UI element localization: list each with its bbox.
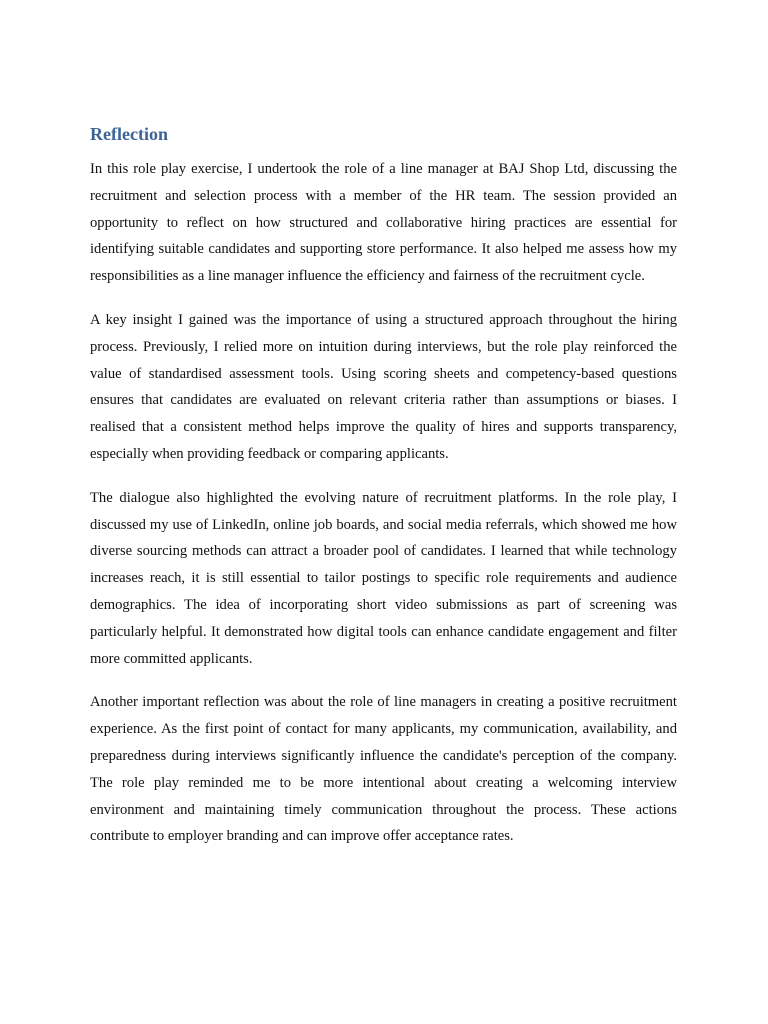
paragraph-3: The dialogue also highlighted the evolving nature of recruitment platforms. In the role play, I discussed my use of LinkedIn, online job boards, and social media referrals, which showed me how diverse sourcing methods can attract a broader pool of candidates. I learned that while technology increases reach, it is still essential to tailor postings to specific role requirements and audience demographics. The idea of incorporating short video submissions as part of screening was particularly helpful. It demonstrated how digital tools can enhance candidate engagement and filter more committed applicants.: [90, 489, 677, 667]
document-body: [90, 122, 677, 867]
paragraph-1: In this role play exercise, I undertook the role of a line manager at BAJ Shop Ltd, discussing the recruitment and selection process with a member of the HR team. The session provided an opportunity to reflect on how structured and collaborative hiring practices are essential for identifying suitable candidates and supporting store performance. It also helped me assess how my responsibilities as a line manager influence the efficiency and fairness of the recruitment cycle.: [90, 161, 677, 285]
section-heading: Reflection: [90, 124, 168, 144]
paragraph-4: Another important reflection was about the role of line managers in creating a positive recruitment experience. As the first point of contact for many applicants, my communication, availability, and preparedness during interviews significantly influence the candidate's perception of the company. The role play reminded me to be more intentional about creating a welcoming interview environment and maintaining timely communication throughout the process. These actions contribute to employer branding and can improve offer acceptance rates.: [90, 694, 677, 845]
paragraph-2: A key insight I gained was the importance of using a structured approach throughout the hiring process. Previously, I relied more on intuition during interviews, but the role play reinforced the value of standardised assessment tools. Using scoring sheets and competency-based questions ensures that candidates are evaluated on relevant criteria rather than assumptions or biases. I realised that a consistent method helps improve the quality of hires and supports transparency, especially when providing feedback or comparing applicants.: [90, 311, 677, 462]
